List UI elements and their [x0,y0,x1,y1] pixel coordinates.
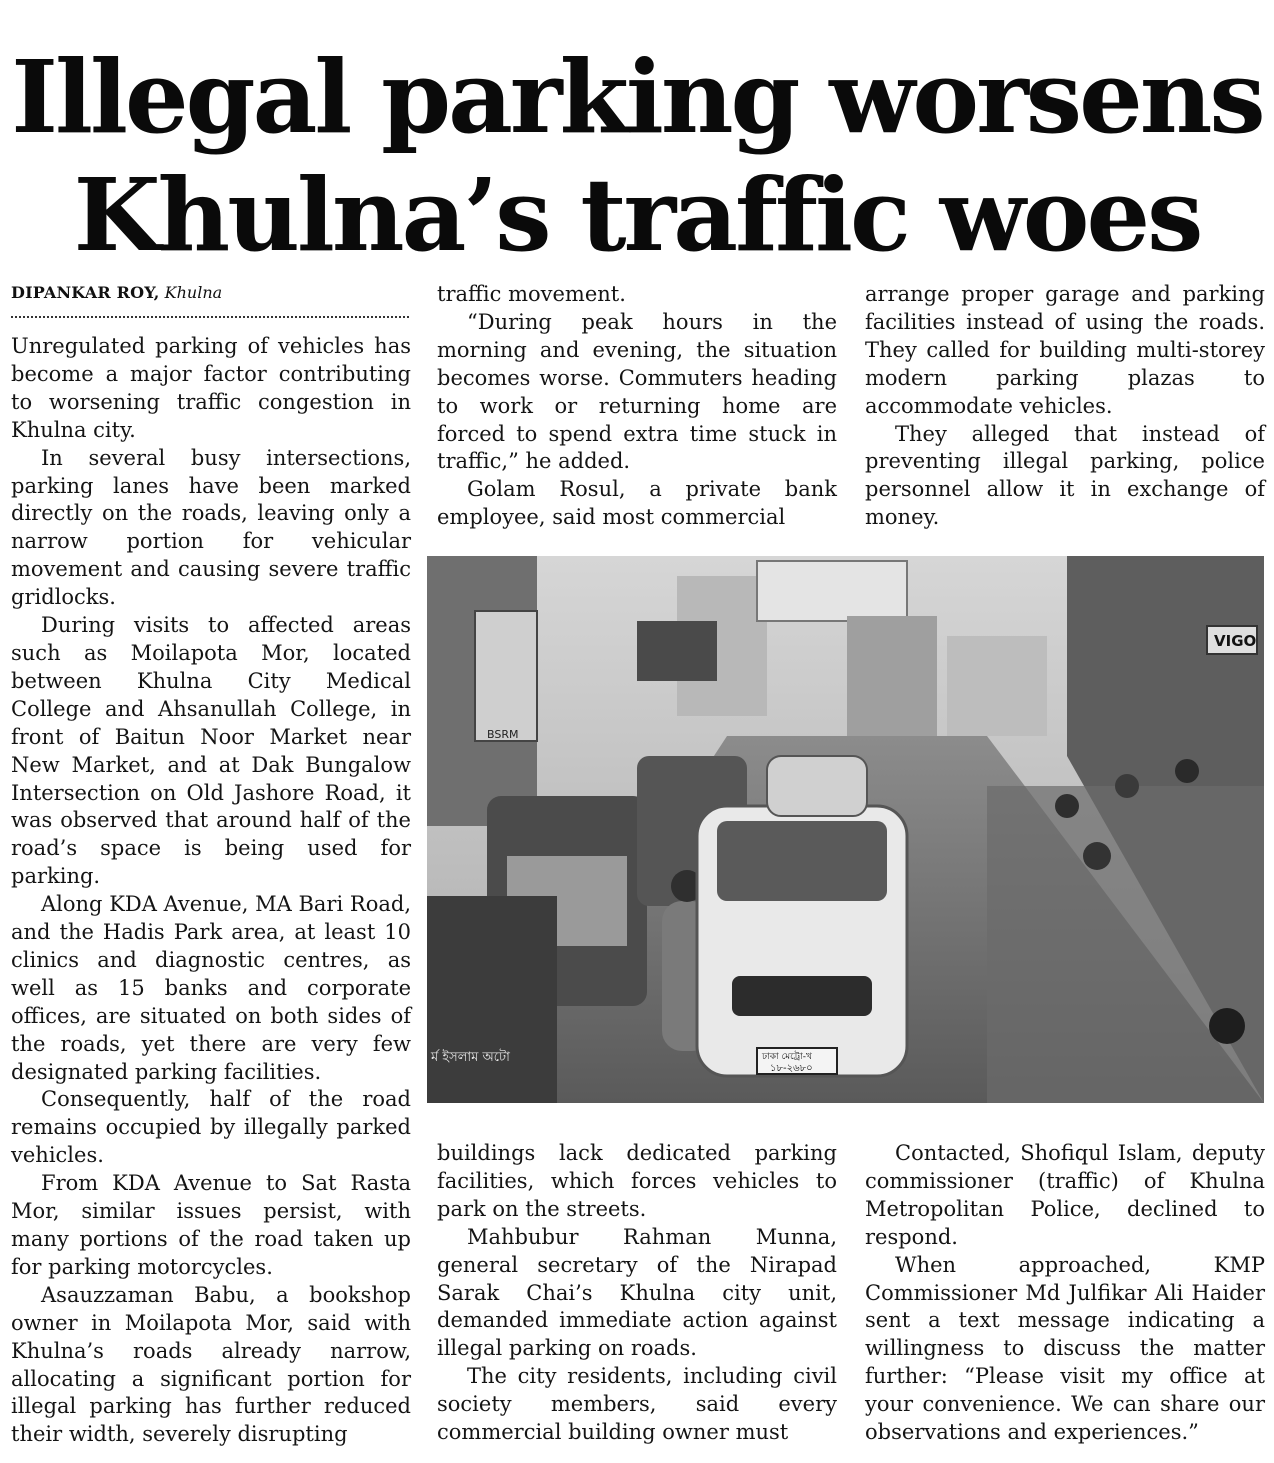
article-column-2-top [437,281,837,532]
paragraph: buildings lack dedicated parking facilities, which forces vehicles to park on the streets. [437,1141,837,1221]
sign-bsrm: BSRM [487,728,519,741]
byline-author: DIPANKAR ROY, [11,283,160,302]
paragraph: In several busy intersections, parking lanes have been marked directly on the roads, leaving only a narrow portion for vehicular movement and causing severe traffic gridlocks. [11,445,411,610]
paragraph: From KDA Avenue to Sat Rasta Mor, similar issues persist, with many portions of the road taken up for parking motorcycles. [11,1171,411,1279]
building [947,636,1047,736]
news-photo-traffic-street [427,556,1264,1103]
paragraph: When approached, KMP Commissioner Md Julfikar Ali Haider sent a text message indicating a willingness to discuss the matter further: “Please visit my office at your convenience. We can share our observations and experiences.” [865,1252,1265,1445]
byline-location: Khulna [164,283,223,302]
article-column-3-top [865,281,1265,532]
street-stalls [987,786,1264,1103]
byline [11,281,411,305]
photo-illustration [427,556,1264,1103]
article-column-1 [11,333,411,1449]
person [1083,842,1111,870]
paragraph: Unregulated parking of vehicles has become a major factor contributing to worsening traffic congestion in Khulna city. [11,334,411,442]
paragraph: Mahbubur Rahman Munna, general secretary of the Nirapad Sarak Chai’s Khulna city unit, demanded immediate action against illegal parking on roads. [437,1224,837,1361]
headline-line-2: Khulna’s traffic woes [73,156,1201,274]
paragraph: Golam Rosul, a private bank employee, said most commercial [437,477,837,530]
car [767,756,867,816]
suv-windshield [717,821,887,901]
person [1175,759,1199,783]
headline [0,38,1274,274]
headline-line-1: Illegal parking worsens [11,38,1263,156]
license-plate-line1: ঢাকা মেট্রো-খ [762,1052,812,1062]
article-column-3-bottom [865,1140,1265,1447]
paragraph: “During peak hours in the morning and evening, the situation becomes worse. Commuters heading to work or returning home are forced to spend extra time stuck in traffic,” he added. [437,309,837,474]
paragraph: Along KDA Avenue, MA Bari Road, and the Hadis Park area, at least 10 clinics and diagnostic centres, as well as 15 banks and corporate offices, are situated on both sides of the roads, yet there are very few designated parking facilities. [11,892,411,1084]
vigo-sign-text: VIGO [1214,632,1257,650]
paragraph: Asauzzaman Babu, a bookshop owner in Moilapota Mor, said with Khulna’s roads already narrow, allocating a significant portion for illegal parking has further reduced their width, severely disrupting [11,1282,411,1447]
tuktuk-sign: র্ম ইসলাম অটো [431,1050,510,1065]
paragraph: traffic movement. [437,282,626,306]
byline-divider [11,316,409,318]
suv-grille [732,976,872,1016]
paragraph: arrange proper garage and parking facilities instead of using the roads. They called for building multi-storey modern parking plazas to accommodate vehicles. [865,282,1265,418]
paragraph: During visits to affected areas such as Moilapota Mor, located between Khulna City Medical College and Ahsanullah College, in front of Baitun Noor Market near New Market, and at Dak Bungalow Intersection on Old Jashore Road, it was observed that around half of the road’s space is being used for parking. [11,613,411,889]
paragraph: Contacted, Shofiqul Islam, deputy commissioner (traffic) of Khulna Metropolitan Police, declined to respond. [865,1141,1265,1249]
billboard [757,561,907,621]
person [1209,1008,1245,1044]
paragraph: Consequently, half of the road remains occupied by illegally parked vehicles. [11,1087,411,1168]
paragraph: They alleged that instead of preventing illegal parking, police personnel allow it in exchange of money. [865,421,1265,530]
person [1115,774,1139,798]
signboard [475,611,537,741]
tuktuk-foreground [427,896,557,1103]
paragraph: The city residents, including civil society members, said every commercial building owner must [437,1364,837,1445]
signboard-dark [637,621,717,681]
article-column-2-bottom [437,1140,837,1447]
license-plate-line2: ১৮-২৬৮০ [770,1063,813,1074]
building [847,616,937,736]
person [1055,794,1079,818]
